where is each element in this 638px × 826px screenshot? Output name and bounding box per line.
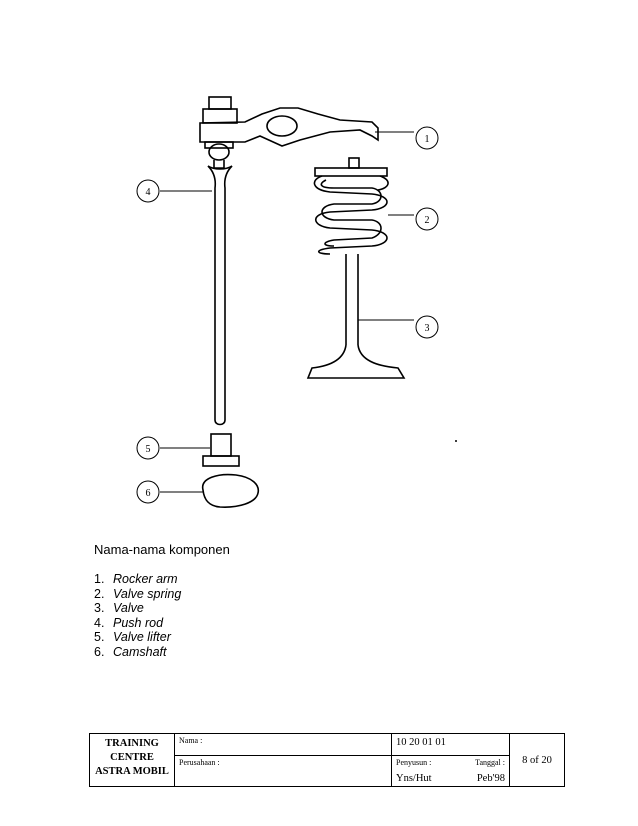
components-heading: Nama-nama komponen (94, 542, 230, 557)
list-item-label: Valve (113, 601, 144, 616)
list-item (94, 572, 181, 587)
stray-dot (455, 440, 457, 442)
document-footer (89, 733, 565, 787)
list-item-number: 4. (94, 615, 105, 630)
callout-2: 2 (424, 215, 430, 226)
list-item-number: 6. (94, 644, 105, 659)
tanggal-value: Peb'98 (476, 773, 505, 784)
document-code-cell (392, 734, 510, 756)
list-item-number: 1. (94, 572, 105, 586)
perusahaan-cell (175, 756, 392, 787)
push-rod-drawing (208, 166, 232, 425)
valve-spring-drawing (314, 158, 388, 254)
nama-cell (175, 734, 392, 756)
list-item (94, 601, 181, 616)
page-number: 8 of 20 (522, 754, 552, 766)
list-item (94, 587, 181, 602)
list-item-label: Camshaft (113, 644, 167, 659)
penyusun-label: Penyusun : (396, 758, 432, 767)
perusahaan-label: Perusahaan : (179, 758, 220, 767)
list-item-label: Valve lifter (113, 630, 171, 645)
list-item-number: 5. (94, 630, 105, 645)
page-number-cell (510, 734, 565, 787)
components-list (94, 572, 181, 660)
list-item-number: 3. (94, 601, 105, 616)
list-item-label: Rocker arm (113, 572, 178, 586)
org-line-1: TRAINING (105, 738, 159, 749)
callout-1: 1 (424, 134, 430, 145)
org-line-3: ASTRA MOBIL (95, 766, 169, 777)
valve-drawing (308, 254, 404, 378)
org-line-2: CENTRE (110, 752, 154, 763)
document-code: 10 20 01 01 (396, 737, 446, 748)
penyusun-value: Yns/Hut (396, 773, 432, 784)
author-date-cell (392, 756, 510, 787)
callout-3: 3 (424, 323, 430, 334)
nama-label: Nama : (179, 736, 203, 745)
callout-5: 5 (145, 444, 151, 455)
callout-6: 6 (145, 488, 151, 499)
list-item-number: 2. (94, 586, 105, 601)
organization-cell (90, 734, 175, 787)
tanggal-label: Tanggal : (475, 758, 505, 767)
valve-lifter-drawing (203, 434, 239, 466)
list-item (94, 616, 181, 631)
list-item-label: Push rod (113, 615, 164, 630)
list-item (94, 630, 181, 645)
camshaft-drawing (203, 475, 259, 508)
callout-4: 4 (145, 187, 151, 198)
list-item (94, 645, 181, 660)
list-item-label: Valve spring (113, 586, 182, 601)
